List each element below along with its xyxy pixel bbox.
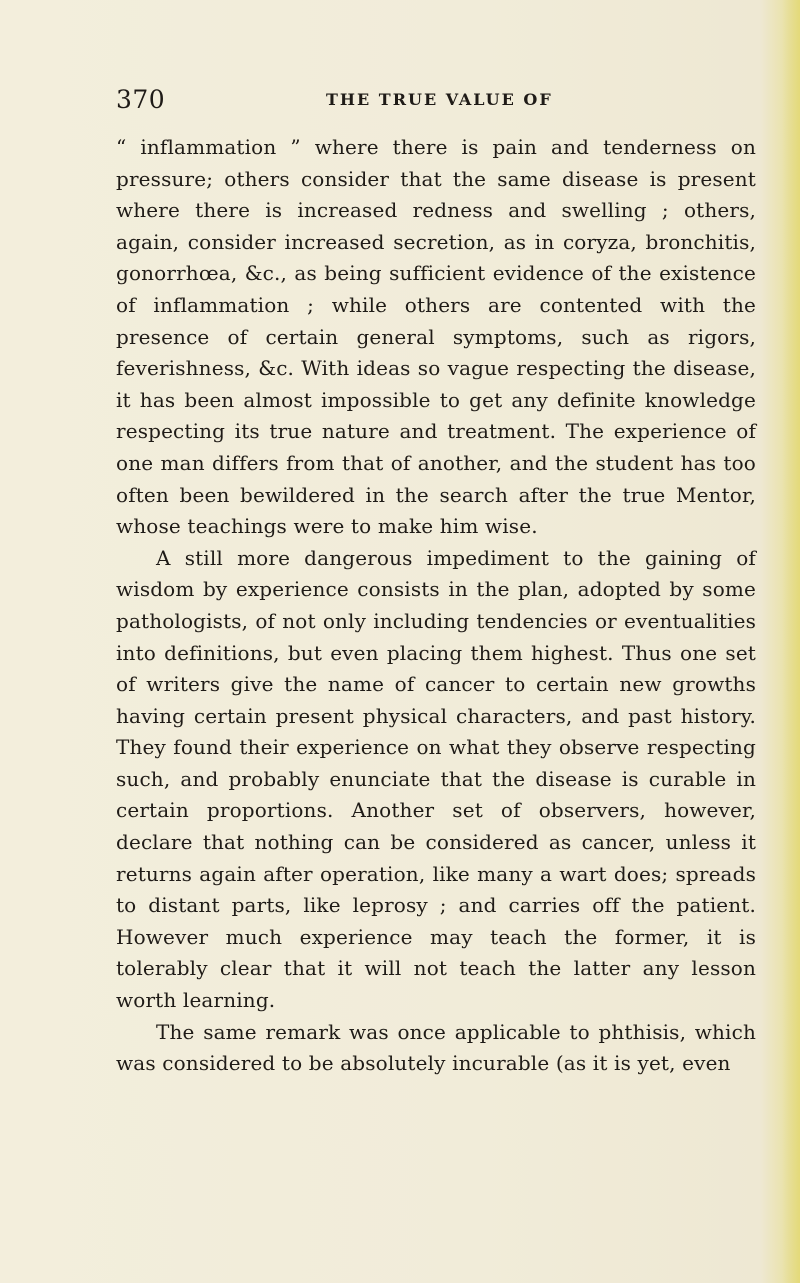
running-head: THE TRUE VALUE OF bbox=[326, 90, 553, 109]
page-edge-stain bbox=[782, 0, 800, 1283]
paragraph-impediment: A still more dangerous impediment to the gaining of wisdom by experience consists in the plan, adopted by some pathologists, of not only including tendencies or eventualities into definitions, but even placing them highest. Thus one set of writers give the name of cancer to certain new growths having certain present physical characters, and past history. They found their experience on what they observe respecting such, and probably enunciate that the disease is curable in certain proportions. Another set of observers, however, declare that nothing can be considered as cancer, unless it returns again after operation, like many a wart does; spreads to distant parts, like leprosy ; and carries off the patient. However much experience may teach the former, it is tolerably clear that it will not teach the latter any lesson worth learning. bbox=[116, 545, 756, 1013]
text-body bbox=[116, 132, 756, 1080]
page-header bbox=[116, 85, 756, 115]
paragraph-continuation: “ inflammation ” where there is pain and tenderness on pressure; others consider that the same disease is present where there is increased redness and swelling ; others, again, consider increased secretion, as in coryza, bronchitis, gonorrhœa, &c., as being sufficient evidence of the existence of inflammation ; while others are contented with the presence of certain general symptoms, such as rigors, feverishness, &c. With ideas so vague respecting the disease, it has been almost impossible to get any definite knowledge respecting its true nature and treatment. The experience of one man differs from that of another, and the student has too often been bewildered in the search after the true Mentor, whose teachings were to make him wise. bbox=[116, 135, 756, 539]
paragraph-phthisis: The same remark was once applicable to phthisis, which was considered to be absolutely incurable (as it is yet, even bbox=[116, 1019, 756, 1076]
page-number: 370 bbox=[116, 85, 166, 114]
